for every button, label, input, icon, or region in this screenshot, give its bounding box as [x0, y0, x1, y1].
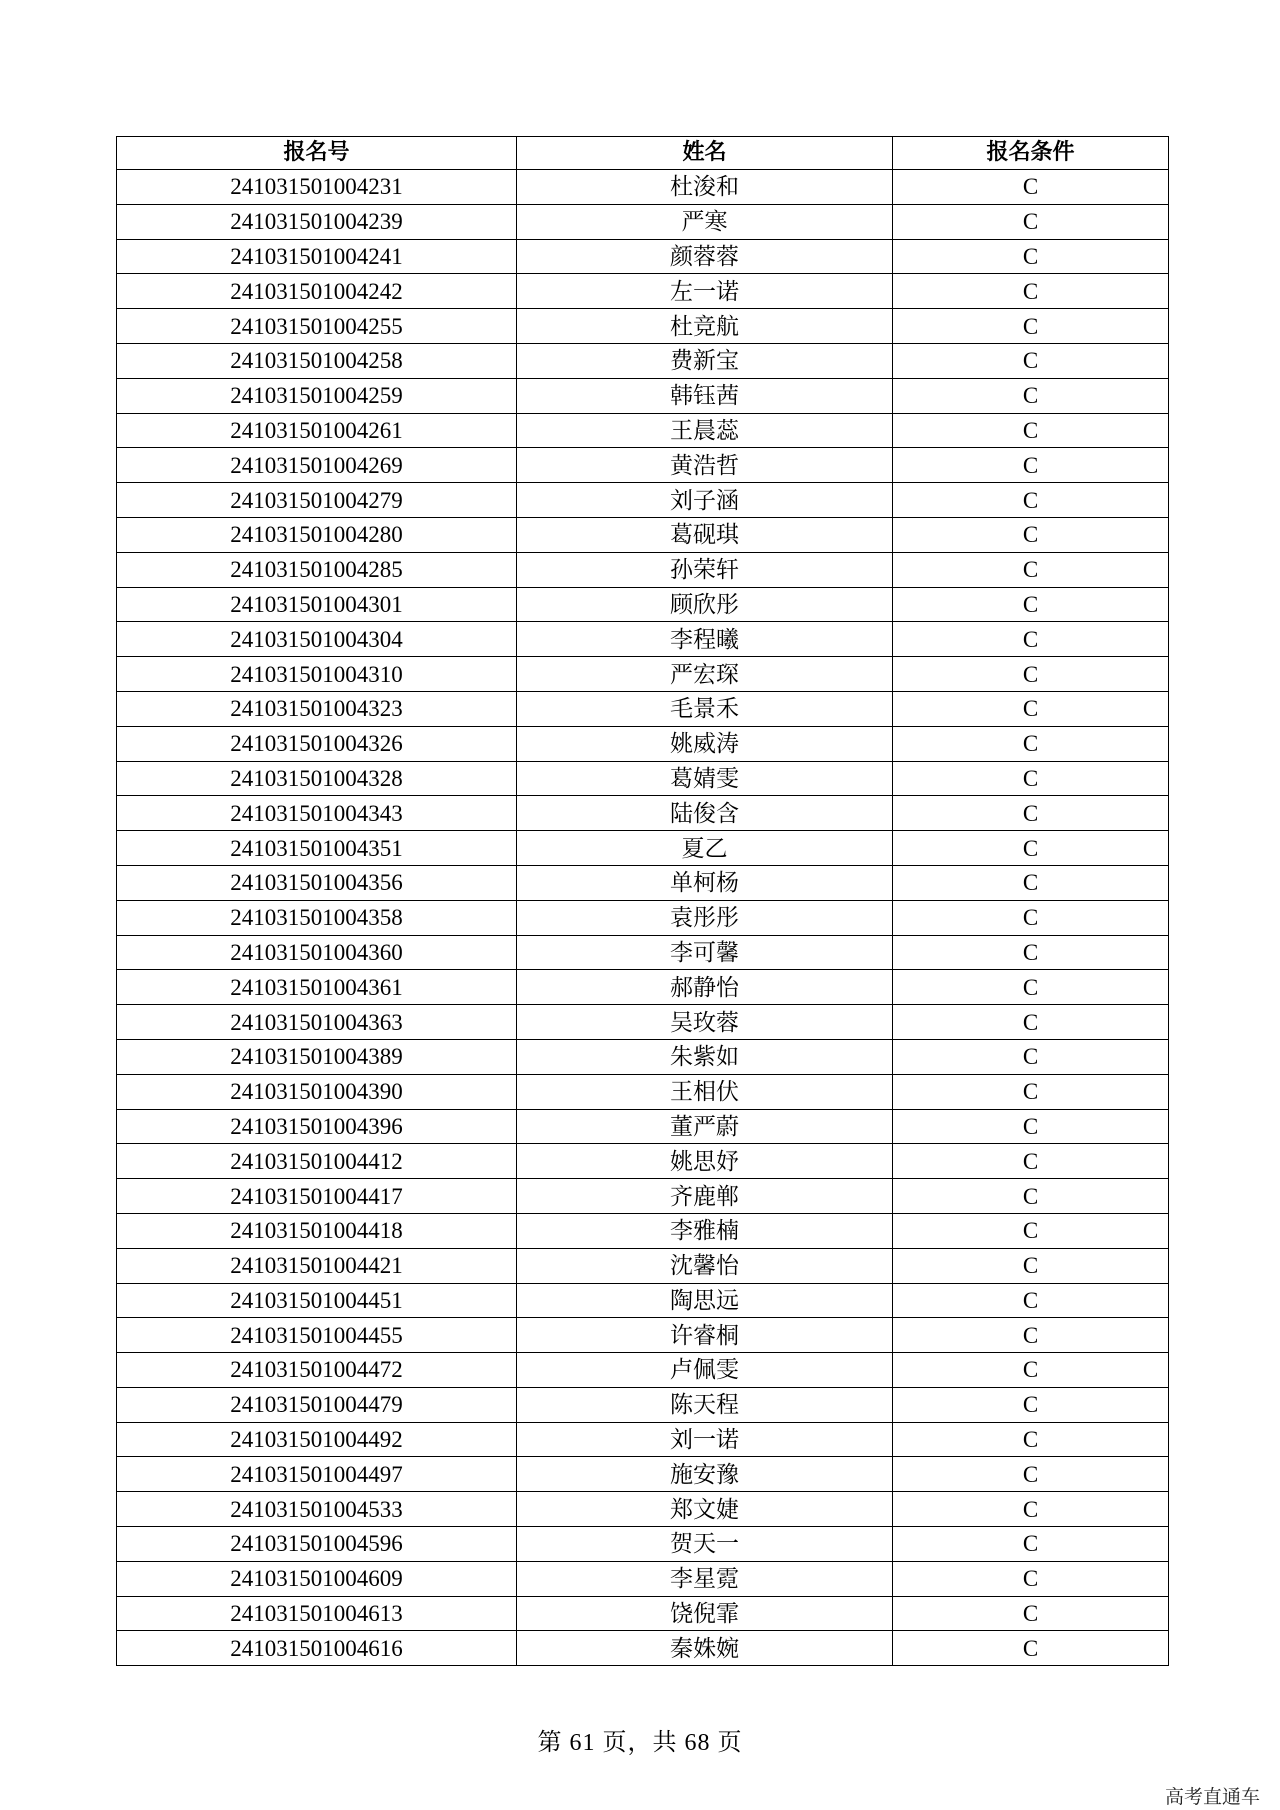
table-row: [117, 1457, 1169, 1492]
cell-registration-condition: C: [893, 761, 1169, 796]
cell-registration-number: 241031501004358: [117, 900, 517, 935]
cell-name: 毛景禾: [517, 691, 893, 726]
cell-name: 董严蔚: [517, 1109, 893, 1144]
cell-registration-number: 241031501004412: [117, 1144, 517, 1179]
cell-registration-number: 241031501004492: [117, 1422, 517, 1457]
cell-name: 左一诺: [517, 274, 893, 309]
table-row: [117, 1422, 1169, 1457]
cell-name: 孙荣轩: [517, 552, 893, 587]
table-row: [117, 970, 1169, 1005]
cell-registration-condition: C: [893, 517, 1169, 552]
table-row: [117, 1527, 1169, 1562]
cell-registration-condition: C: [893, 343, 1169, 378]
cell-registration-number: 241031501004279: [117, 483, 517, 518]
cell-registration-number: 241031501004363: [117, 1005, 517, 1040]
table-row: [117, 935, 1169, 970]
cell-registration-number: 241031501004418: [117, 1213, 517, 1248]
table-row: [117, 691, 1169, 726]
cell-registration-condition: C: [893, 1492, 1169, 1527]
cell-registration-number: 241031501004261: [117, 413, 517, 448]
cell-name: 陈天程: [517, 1387, 893, 1422]
cell-registration-number: 241031501004455: [117, 1318, 517, 1353]
cell-registration-condition: C: [893, 831, 1169, 866]
cell-name: 沈馨怡: [517, 1248, 893, 1283]
cell-registration-condition: C: [893, 726, 1169, 761]
cell-registration-condition: C: [893, 1353, 1169, 1388]
watermark-text: 高考直通车: [1164, 1786, 1260, 1808]
cell-registration-number: 241031501004421: [117, 1248, 517, 1283]
cell-registration-condition: C: [893, 204, 1169, 239]
cell-registration-condition: C: [893, 1596, 1169, 1631]
cell-registration-condition: C: [893, 970, 1169, 1005]
cell-registration-number: 241031501004231: [117, 170, 517, 205]
cell-name: 姚思妤: [517, 1144, 893, 1179]
cell-registration-condition: C: [893, 413, 1169, 448]
table-row: [117, 448, 1169, 483]
table-row: [117, 1005, 1169, 1040]
cell-registration-condition: C: [893, 1283, 1169, 1318]
cell-name: 杜竞航: [517, 309, 893, 344]
cell-name: 朱紫如: [517, 1039, 893, 1074]
cell-registration-number: 241031501004343: [117, 796, 517, 831]
cell-name: 费新宝: [517, 343, 893, 378]
table-row: [117, 1213, 1169, 1248]
cell-name: 贺天一: [517, 1527, 893, 1562]
table-row: [117, 413, 1169, 448]
table-row: [117, 1144, 1169, 1179]
cell-name: 王相伏: [517, 1074, 893, 1109]
cell-registration-number: 241031501004310: [117, 657, 517, 692]
header-registration-number: 报名号: [117, 137, 517, 170]
cell-registration-number: 241031501004241: [117, 239, 517, 274]
cell-registration-number: 241031501004255: [117, 309, 517, 344]
cell-registration-condition: C: [893, 1561, 1169, 1596]
cell-name: 李程曦: [517, 622, 893, 657]
cell-registration-condition: C: [893, 239, 1169, 274]
cell-name: 李雅楠: [517, 1213, 893, 1248]
cell-registration-number: 241031501004533: [117, 1492, 517, 1527]
table-row: [117, 796, 1169, 831]
cell-registration-condition: C: [893, 1213, 1169, 1248]
cell-name: 齐鹿郸: [517, 1179, 893, 1214]
cell-registration-number: 241031501004301: [117, 587, 517, 622]
cell-registration-number: 241031501004326: [117, 726, 517, 761]
cell-name: 韩钰茜: [517, 378, 893, 413]
cell-name: 施安豫: [517, 1457, 893, 1492]
table-row: [117, 900, 1169, 935]
cell-registration-number: 241031501004239: [117, 204, 517, 239]
cell-name: 卢佩雯: [517, 1353, 893, 1388]
cell-registration-number: 241031501004280: [117, 517, 517, 552]
table-row: [117, 309, 1169, 344]
cell-registration-condition: C: [893, 483, 1169, 518]
cell-registration-number: 241031501004258: [117, 343, 517, 378]
table-row: [117, 1631, 1169, 1666]
cell-registration-number: 241031501004389: [117, 1039, 517, 1074]
cell-registration-number: 241031501004613: [117, 1596, 517, 1631]
table-row: [117, 274, 1169, 309]
table-row: [117, 1039, 1169, 1074]
cell-name: 黄浩哲: [517, 448, 893, 483]
cell-name: 严寒: [517, 204, 893, 239]
cell-registration-condition: C: [893, 552, 1169, 587]
cell-registration-condition: C: [893, 1248, 1169, 1283]
table-header-row: [117, 137, 1169, 170]
cell-registration-condition: C: [893, 1422, 1169, 1457]
cell-registration-condition: C: [893, 657, 1169, 692]
table-row: [117, 622, 1169, 657]
table-row: [117, 587, 1169, 622]
cell-registration-condition: C: [893, 1631, 1169, 1666]
cell-registration-condition: C: [893, 309, 1169, 344]
cell-registration-number: 241031501004596: [117, 1527, 517, 1562]
registration-table: [116, 136, 1169, 1666]
cell-registration-number: 241031501004356: [117, 865, 517, 900]
cell-name: 葛婧雯: [517, 761, 893, 796]
cell-registration-condition: C: [893, 796, 1169, 831]
cell-name: 顾欣彤: [517, 587, 893, 622]
header-registration-condition: 报名条件: [893, 137, 1169, 170]
cell-registration-condition: C: [893, 170, 1169, 205]
cell-registration-condition: C: [893, 378, 1169, 413]
table-row: [117, 1596, 1169, 1631]
cell-registration-number: 241031501004285: [117, 552, 517, 587]
table-row: [117, 657, 1169, 692]
cell-registration-number: 241031501004616: [117, 1631, 517, 1666]
cell-name: 陆俊含: [517, 796, 893, 831]
cell-registration-condition: C: [893, 1387, 1169, 1422]
table-row: [117, 1353, 1169, 1388]
cell-registration-number: 241031501004304: [117, 622, 517, 657]
cell-name: 袁彤彤: [517, 900, 893, 935]
cell-registration-number: 241031501004479: [117, 1387, 517, 1422]
cell-registration-number: 241031501004259: [117, 378, 517, 413]
cell-name: 吴玫蓉: [517, 1005, 893, 1040]
table-body: [117, 170, 1169, 1666]
cell-name: 姚威涛: [517, 726, 893, 761]
cell-name: 葛砚琪: [517, 517, 893, 552]
cell-name: 郝静怡: [517, 970, 893, 1005]
cell-registration-condition: C: [893, 1039, 1169, 1074]
cell-name: 夏乙: [517, 831, 893, 866]
table-row: [117, 831, 1169, 866]
cell-name: 杜浚和: [517, 170, 893, 205]
page-number-footer: 第 61 页，共 68 页: [537, 1730, 743, 1756]
table-row: [117, 378, 1169, 413]
cell-registration-number: 241031501004269: [117, 448, 517, 483]
cell-name: 郑文婕: [517, 1492, 893, 1527]
table-row: [117, 1074, 1169, 1109]
cell-registration-number: 241031501004361: [117, 970, 517, 1005]
cell-registration-number: 241031501004417: [117, 1179, 517, 1214]
cell-registration-condition: C: [893, 935, 1169, 970]
table-row: [117, 726, 1169, 761]
cell-name: 秦姝婉: [517, 1631, 893, 1666]
cell-name: 严宏琛: [517, 657, 893, 692]
cell-name: 王晨蕊: [517, 413, 893, 448]
cell-registration-number: 241031501004609: [117, 1561, 517, 1596]
cell-registration-number: 241031501004396: [117, 1109, 517, 1144]
cell-name: 饶倪霏: [517, 1596, 893, 1631]
cell-registration-number: 241031501004497: [117, 1457, 517, 1492]
cell-name: 李可馨: [517, 935, 893, 970]
cell-registration-number: 241031501004451: [117, 1283, 517, 1318]
cell-registration-condition: C: [893, 691, 1169, 726]
cell-registration-condition: C: [893, 865, 1169, 900]
table-row: [117, 1387, 1169, 1422]
cell-name: 单柯杨: [517, 865, 893, 900]
table-row: [117, 761, 1169, 796]
cell-registration-number: 241031501004328: [117, 761, 517, 796]
cell-name: 陶思远: [517, 1283, 893, 1318]
cell-registration-condition: C: [893, 1109, 1169, 1144]
table-row: [117, 517, 1169, 552]
cell-registration-number: 241031501004360: [117, 935, 517, 970]
cell-registration-number: 241031501004472: [117, 1353, 517, 1388]
cell-registration-condition: C: [893, 1179, 1169, 1214]
cell-registration-condition: C: [893, 274, 1169, 309]
table-row: [117, 343, 1169, 378]
cell-name: 李星霓: [517, 1561, 893, 1596]
cell-name: 许睿桐: [517, 1318, 893, 1353]
cell-registration-condition: C: [893, 587, 1169, 622]
table-row: [117, 483, 1169, 518]
cell-registration-condition: C: [893, 900, 1169, 935]
cell-registration-number: 241031501004323: [117, 691, 517, 726]
cell-registration-condition: C: [893, 1144, 1169, 1179]
cell-registration-condition: C: [893, 1005, 1169, 1040]
table-row: [117, 1561, 1169, 1596]
table-row: [117, 1109, 1169, 1144]
cell-registration-number: 241031501004242: [117, 274, 517, 309]
cell-registration-number: 241031501004351: [117, 831, 517, 866]
table-row: [117, 239, 1169, 274]
cell-registration-condition: C: [893, 1318, 1169, 1353]
table-row: [117, 170, 1169, 205]
table-row: [117, 1283, 1169, 1318]
table-row: [117, 1492, 1169, 1527]
table-row: [117, 204, 1169, 239]
table-row: [117, 1248, 1169, 1283]
cell-name: 刘子涵: [517, 483, 893, 518]
table-row: [117, 1179, 1169, 1214]
table-row: [117, 865, 1169, 900]
table-row: [117, 552, 1169, 587]
cell-registration-condition: C: [893, 448, 1169, 483]
cell-name: 颜蓉蓉: [517, 239, 893, 274]
cell-registration-condition: C: [893, 622, 1169, 657]
cell-name: 刘一诺: [517, 1422, 893, 1457]
cell-registration-number: 241031501004390: [117, 1074, 517, 1109]
header-name: 姓名: [517, 137, 893, 170]
cell-registration-condition: C: [893, 1457, 1169, 1492]
table-row: [117, 1318, 1169, 1353]
cell-registration-condition: C: [893, 1527, 1169, 1562]
cell-registration-condition: C: [893, 1074, 1169, 1109]
